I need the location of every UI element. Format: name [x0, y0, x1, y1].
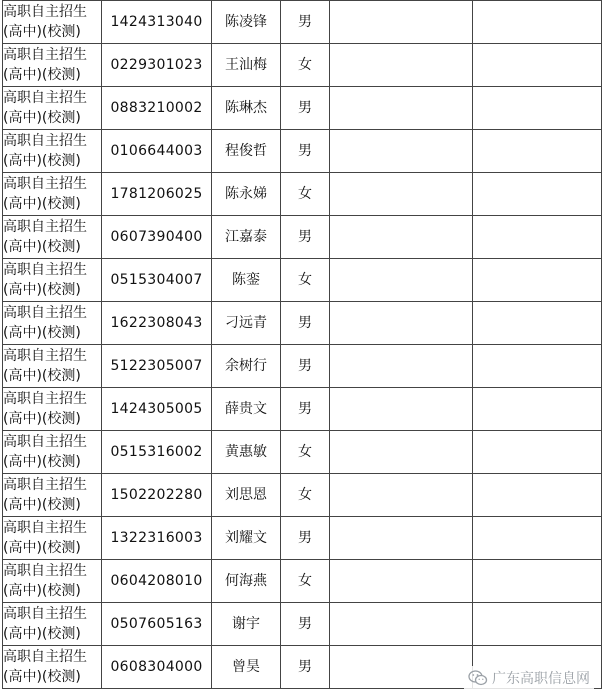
category-line-2: (高中)(校测) — [3, 24, 81, 40]
category-cell — [3, 560, 102, 603]
exam-id-cell: 0604208010 — [102, 560, 212, 603]
student-name-cell: 余树行 — [212, 345, 281, 388]
gender-cell: 男 — [281, 646, 330, 689]
student-name-cell: 刁远青 — [212, 302, 281, 345]
category-line-2: (高中)(校测) — [3, 153, 81, 169]
category-line-2: (高中)(校测) — [3, 325, 81, 341]
category-cell — [3, 302, 102, 345]
category-line-2: (高中)(校测) — [3, 110, 81, 126]
exam-id-cell: 0608304000 — [102, 646, 212, 689]
category-line-1: 高职自主招生 — [3, 219, 87, 235]
category-cell — [3, 345, 102, 388]
category-line-1: 高职自主招生 — [3, 176, 87, 192]
watermark — [464, 666, 594, 690]
empty-cell — [473, 345, 602, 388]
category-line-1: 高职自主招生 — [3, 391, 87, 407]
student-name-cell: 黄惠敏 — [212, 431, 281, 474]
empty-cell — [473, 44, 602, 87]
wechat-icon — [468, 670, 488, 686]
exam-id-cell: 0515304007 — [102, 259, 212, 302]
category-cell — [3, 130, 102, 173]
category-line-2: (高中)(校测) — [3, 669, 81, 685]
student-name-cell: 谢宇 — [212, 603, 281, 646]
category-line-1: 高职自主招生 — [3, 477, 87, 493]
empty-cell — [473, 603, 602, 646]
empty-cell — [330, 259, 473, 302]
empty-cell — [473, 388, 602, 431]
empty-cell — [330, 216, 473, 259]
gender-cell: 男 — [281, 216, 330, 259]
category-cell — [3, 173, 102, 216]
student-name-cell: 陈凌锋 — [212, 1, 281, 44]
category-line-2: (高中)(校测) — [3, 67, 81, 83]
gender-cell: 男 — [281, 1, 330, 44]
empty-cell — [473, 216, 602, 259]
category-line-1: 高职自主招生 — [3, 606, 87, 622]
gender-cell: 男 — [281, 130, 330, 173]
table-row — [3, 345, 602, 388]
exam-id-cell: 0607390400 — [102, 216, 212, 259]
student-name-cell: 曾昊 — [212, 646, 281, 689]
student-name-cell: 何海燕 — [212, 560, 281, 603]
exam-id-cell: 0515316002 — [102, 431, 212, 474]
gender-cell: 女 — [281, 431, 330, 474]
category-line-2: (高中)(校测) — [3, 196, 81, 212]
gender-cell: 女 — [281, 44, 330, 87]
category-line-2: (高中)(校测) — [3, 282, 81, 298]
category-line-1: 高职自主招生 — [3, 90, 87, 106]
empty-cell — [473, 87, 602, 130]
empty-cell — [330, 87, 473, 130]
empty-cell — [330, 646, 473, 689]
category-line-1: 高职自主招生 — [3, 47, 87, 63]
exam-id-cell: 5122305007 — [102, 345, 212, 388]
exam-id-cell: 0883210002 — [102, 87, 212, 130]
category-cell — [3, 431, 102, 474]
empty-cell — [330, 302, 473, 345]
empty-cell — [330, 345, 473, 388]
gender-cell: 女 — [281, 259, 330, 302]
category-line-2: (高中)(校测) — [3, 368, 81, 384]
exam-id-cell: 1424305005 — [102, 388, 212, 431]
empty-cell — [473, 517, 602, 560]
empty-cell — [473, 560, 602, 603]
student-name-cell: 陈永娣 — [212, 173, 281, 216]
table-row — [3, 431, 602, 474]
table-row — [3, 517, 602, 560]
table-row — [3, 130, 602, 173]
student-name-cell: 江嘉泰 — [212, 216, 281, 259]
table-row — [3, 560, 602, 603]
empty-cell — [330, 130, 473, 173]
student-name-cell: 陈琳杰 — [212, 87, 281, 130]
exam-id-cell: 1322316003 — [102, 517, 212, 560]
category-cell — [3, 517, 102, 560]
empty-cell — [330, 388, 473, 431]
gender-cell: 女 — [281, 173, 330, 216]
category-line-2: (高中)(校测) — [3, 540, 81, 556]
gender-cell: 男 — [281, 302, 330, 345]
empty-cell — [473, 1, 602, 44]
category-cell — [3, 87, 102, 130]
category-cell — [3, 216, 102, 259]
empty-cell — [330, 474, 473, 517]
exam-id-cell: 1502202280 — [102, 474, 212, 517]
category-line-1: 高职自主招生 — [3, 133, 87, 149]
empty-cell — [473, 474, 602, 517]
category-line-1: 高职自主招生 — [3, 305, 87, 321]
table-row — [3, 388, 602, 431]
category-line-1: 高职自主招生 — [3, 563, 87, 579]
exam-id-cell: 0106644003 — [102, 130, 212, 173]
empty-cell — [330, 431, 473, 474]
student-name-cell: 刘思恩 — [212, 474, 281, 517]
category-line-2: (高中)(校测) — [3, 583, 81, 599]
empty-cell — [473, 173, 602, 216]
exam-id-cell: 0507605163 — [102, 603, 212, 646]
gender-cell: 男 — [281, 603, 330, 646]
table-row — [3, 87, 602, 130]
table-row — [3, 259, 602, 302]
exam-id-cell: 1424313040 — [102, 1, 212, 44]
table-row — [3, 173, 602, 216]
table-row — [3, 302, 602, 345]
empty-cell — [473, 259, 602, 302]
empty-cell — [330, 1, 473, 44]
category-line-1: 高职自主招生 — [3, 649, 87, 665]
gender-cell: 男 — [281, 345, 330, 388]
gender-cell: 女 — [281, 474, 330, 517]
category-cell — [3, 646, 102, 689]
category-cell — [3, 259, 102, 302]
table-row — [3, 1, 602, 44]
table-row — [3, 603, 602, 646]
exam-id-cell: 0229301023 — [102, 44, 212, 87]
gender-cell: 男 — [281, 517, 330, 560]
student-name-cell: 薛贵文 — [212, 388, 281, 431]
category-line-1: 高职自主招生 — [3, 262, 87, 278]
category-cell — [3, 388, 102, 431]
empty-cell — [330, 560, 473, 603]
empty-cell — [473, 431, 602, 474]
exam-id-cell: 1781206025 — [102, 173, 212, 216]
empty-cell — [330, 44, 473, 87]
gender-cell: 女 — [281, 560, 330, 603]
empty-cell — [473, 130, 602, 173]
empty-cell — [473, 302, 602, 345]
student-name-cell: 王汕梅 — [212, 44, 281, 87]
category-cell — [3, 474, 102, 517]
student-name-cell: 刘耀文 — [212, 517, 281, 560]
category-line-1: 高职自主招生 — [3, 520, 87, 536]
category-cell — [3, 44, 102, 87]
watermark-text: 广东高职信息网 — [492, 671, 590, 687]
category-cell — [3, 1, 102, 44]
category-line-1: 高职自主招生 — [3, 4, 87, 20]
category-line-2: (高中)(校测) — [3, 239, 81, 255]
category-line-2: (高中)(校测) — [3, 626, 81, 642]
gender-cell: 男 — [281, 388, 330, 431]
student-name-cell: 程俊哲 — [212, 130, 281, 173]
table-row — [3, 474, 602, 517]
roster-body — [3, 1, 602, 689]
empty-cell — [330, 173, 473, 216]
table-row — [3, 216, 602, 259]
student-roster-table — [2, 0, 602, 689]
category-line-2: (高中)(校测) — [3, 497, 81, 513]
category-cell — [3, 603, 102, 646]
category-line-2: (高中)(校测) — [3, 411, 81, 427]
table-row — [3, 44, 602, 87]
empty-cell — [330, 603, 473, 646]
empty-cell — [330, 517, 473, 560]
category-line-1: 高职自主招生 — [3, 348, 87, 364]
exam-id-cell: 1622308043 — [102, 302, 212, 345]
gender-cell: 男 — [281, 87, 330, 130]
category-line-2: (高中)(校测) — [3, 454, 81, 470]
category-line-1: 高职自主招生 — [3, 434, 87, 450]
student-name-cell: 陈銮 — [212, 259, 281, 302]
